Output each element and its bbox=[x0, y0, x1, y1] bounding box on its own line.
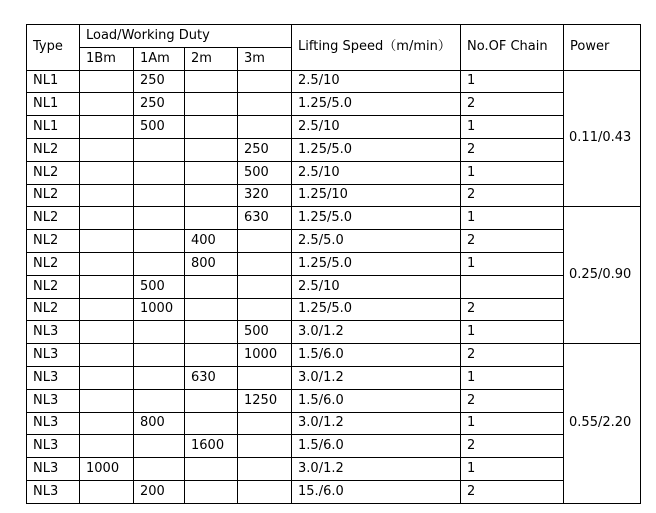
cell-type: NL2 bbox=[27, 298, 80, 321]
cell-duty-2m: 400 bbox=[185, 230, 238, 253]
cell-type: NL1 bbox=[27, 93, 80, 116]
cell-chain: 2 bbox=[461, 480, 564, 503]
cell-duty-2m bbox=[185, 93, 238, 116]
sub-header-2m: 2m bbox=[185, 47, 238, 70]
cell-chain: 1 bbox=[461, 458, 564, 481]
cell-speed: 1.5/6.0 bbox=[292, 344, 461, 367]
cell-speed: 3.0/1.2 bbox=[292, 412, 461, 435]
sub-header-1am: 1Am bbox=[134, 47, 185, 70]
cell-type: NL3 bbox=[27, 366, 80, 389]
cell-chain: 1 bbox=[461, 366, 564, 389]
cell-duty-3m bbox=[238, 366, 292, 389]
cell-chain: 2 bbox=[461, 344, 564, 367]
table-row bbox=[27, 480, 641, 503]
table-row bbox=[27, 207, 641, 230]
cell-duty-1am: 500 bbox=[134, 275, 185, 298]
cell-duty-3m bbox=[238, 412, 292, 435]
cell-duty-3m bbox=[238, 230, 292, 253]
cell-chain: 1 bbox=[461, 252, 564, 275]
cell-duty-1am bbox=[134, 366, 185, 389]
cell-duty-3m: 500 bbox=[238, 161, 292, 184]
cell-duty-1am bbox=[134, 435, 185, 458]
cell-duty-1bm bbox=[80, 275, 134, 298]
cell-chain: 2 bbox=[461, 138, 564, 161]
cell-duty-2m bbox=[185, 70, 238, 93]
cell-duty-1am: 500 bbox=[134, 116, 185, 139]
cell-duty-3m bbox=[238, 116, 292, 139]
cell-chain: 1 bbox=[461, 321, 564, 344]
cell-duty-2m: 1600 bbox=[185, 435, 238, 458]
cell-duty-2m bbox=[185, 458, 238, 481]
cell-type: NL2 bbox=[27, 275, 80, 298]
table-row bbox=[27, 116, 641, 139]
cell-duty-2m: 630 bbox=[185, 366, 238, 389]
cell-chain: 2 bbox=[461, 389, 564, 412]
cell-speed: 1.25/5.0 bbox=[292, 138, 461, 161]
cell-chain: 1 bbox=[461, 207, 564, 230]
table-row bbox=[27, 412, 641, 435]
cell-chain: 2 bbox=[461, 230, 564, 253]
header-power: Power bbox=[564, 25, 641, 71]
cell-speed: 15./6.0 bbox=[292, 480, 461, 503]
cell-power: 0.25/0.90 bbox=[564, 207, 641, 344]
cell-speed: 1.25/5.0 bbox=[292, 298, 461, 321]
cell-duty-1bm bbox=[80, 298, 134, 321]
cell-type: NL2 bbox=[27, 230, 80, 253]
cell-duty-1am bbox=[134, 184, 185, 207]
cell-duty-1bm bbox=[80, 116, 134, 139]
cell-speed: 3.0/1.2 bbox=[292, 366, 461, 389]
cell-type: NL3 bbox=[27, 412, 80, 435]
cell-duty-2m bbox=[185, 344, 238, 367]
header-row bbox=[27, 25, 641, 48]
cell-type: NL2 bbox=[27, 161, 80, 184]
cell-duty-2m bbox=[185, 116, 238, 139]
cell-speed: 1.25/10 bbox=[292, 184, 461, 207]
table-row bbox=[27, 70, 641, 93]
cell-duty-1bm bbox=[80, 435, 134, 458]
table-row bbox=[27, 275, 641, 298]
cell-duty-1bm bbox=[80, 70, 134, 93]
cell-duty-1am: 250 bbox=[134, 93, 185, 116]
header-speed: Lifting Speed（m/min） bbox=[292, 25, 461, 71]
cell-duty-1bm bbox=[80, 389, 134, 412]
cell-duty-1am bbox=[134, 458, 185, 481]
cell-duty-2m bbox=[185, 389, 238, 412]
cell-duty-2m bbox=[185, 321, 238, 344]
cell-duty-3m bbox=[238, 252, 292, 275]
cell-type: NL3 bbox=[27, 480, 80, 503]
cell-duty-1bm bbox=[80, 230, 134, 253]
cell-duty-1bm bbox=[80, 207, 134, 230]
cell-duty-3m bbox=[238, 70, 292, 93]
cell-speed: 1.5/6.0 bbox=[292, 435, 461, 458]
cell-chain: 1 bbox=[461, 70, 564, 93]
cell-duty-3m: 250 bbox=[238, 138, 292, 161]
cell-duty-1am: 250 bbox=[134, 70, 185, 93]
cell-duty-1bm bbox=[80, 480, 134, 503]
cell-duty-2m bbox=[185, 480, 238, 503]
cell-duty-1am bbox=[134, 161, 185, 184]
cell-duty-1am: 1000 bbox=[134, 298, 185, 321]
cell-speed: 2.5/10 bbox=[292, 275, 461, 298]
cell-duty-1bm bbox=[80, 321, 134, 344]
table-row bbox=[27, 298, 641, 321]
cell-duty-3m: 630 bbox=[238, 207, 292, 230]
cell-duty-3m bbox=[238, 275, 292, 298]
cell-power: 0.11/0.43 bbox=[564, 70, 641, 207]
cell-duty-3m: 320 bbox=[238, 184, 292, 207]
cell-type: NL2 bbox=[27, 252, 80, 275]
cell-duty-1am bbox=[134, 252, 185, 275]
cell-duty-2m bbox=[185, 207, 238, 230]
table-row bbox=[27, 230, 641, 253]
cell-duty-1am bbox=[134, 344, 185, 367]
cell-speed: 1.25/5.0 bbox=[292, 252, 461, 275]
cell-duty-3m: 500 bbox=[238, 321, 292, 344]
cell-duty-1bm bbox=[80, 161, 134, 184]
cell-chain: 2 bbox=[461, 298, 564, 321]
cell-duty-2m bbox=[185, 275, 238, 298]
table-row bbox=[27, 344, 641, 367]
header-chain: No.OF Chain bbox=[461, 25, 564, 71]
cell-chain: 1 bbox=[461, 412, 564, 435]
cell-speed: 2.5/5.0 bbox=[292, 230, 461, 253]
header-type: Type bbox=[27, 25, 80, 71]
cell-duty-1am bbox=[134, 230, 185, 253]
spec-table bbox=[26, 24, 641, 504]
cell-duty-1bm: 1000 bbox=[80, 458, 134, 481]
table-row bbox=[27, 252, 641, 275]
cell-type: NL1 bbox=[27, 116, 80, 139]
cell-speed: 2.5/10 bbox=[292, 116, 461, 139]
cell-type: NL3 bbox=[27, 435, 80, 458]
cell-duty-2m bbox=[185, 184, 238, 207]
cell-duty-1bm bbox=[80, 93, 134, 116]
cell-speed: 2.5/10 bbox=[292, 70, 461, 93]
cell-duty-2m bbox=[185, 298, 238, 321]
cell-duty-3m bbox=[238, 298, 292, 321]
cell-chain: 1 bbox=[461, 161, 564, 184]
cell-type: NL2 bbox=[27, 207, 80, 230]
cell-type: NL1 bbox=[27, 70, 80, 93]
cell-type: NL2 bbox=[27, 138, 80, 161]
table-row bbox=[27, 321, 641, 344]
cell-type: NL3 bbox=[27, 321, 80, 344]
cell-duty-1bm bbox=[80, 366, 134, 389]
cell-duty-3m bbox=[238, 93, 292, 116]
cell-duty-1am bbox=[134, 321, 185, 344]
cell-duty-1am: 800 bbox=[134, 412, 185, 435]
cell-chain: 2 bbox=[461, 184, 564, 207]
cell-type: NL2 bbox=[27, 184, 80, 207]
table-row bbox=[27, 435, 641, 458]
cell-chain: 1 bbox=[461, 116, 564, 139]
cell-duty-1bm bbox=[80, 184, 134, 207]
table-row bbox=[27, 366, 641, 389]
cell-duty-3m bbox=[238, 435, 292, 458]
cell-duty-3m bbox=[238, 458, 292, 481]
cell-duty-2m bbox=[185, 138, 238, 161]
cell-duty-1bm bbox=[80, 138, 134, 161]
cell-speed: 3.0/1.2 bbox=[292, 458, 461, 481]
cell-duty-3m: 1250 bbox=[238, 389, 292, 412]
sub-header-3m: 3m bbox=[238, 47, 292, 70]
cell-duty-2m bbox=[185, 161, 238, 184]
cell-duty-1am bbox=[134, 138, 185, 161]
cell-chain bbox=[461, 275, 564, 298]
cell-speed: 3.0/1.2 bbox=[292, 321, 461, 344]
cell-speed: 1.5/6.0 bbox=[292, 389, 461, 412]
cell-chain: 2 bbox=[461, 435, 564, 458]
table-row bbox=[27, 161, 641, 184]
cell-type: NL3 bbox=[27, 458, 80, 481]
cell-duty-2m bbox=[185, 412, 238, 435]
cell-speed: 1.25/5.0 bbox=[292, 207, 461, 230]
cell-type: NL3 bbox=[27, 344, 80, 367]
cell-duty-2m: 800 bbox=[185, 252, 238, 275]
cell-duty-1am bbox=[134, 389, 185, 412]
cell-power: 0.55/2.20 bbox=[564, 344, 641, 504]
cell-duty-3m: 1000 bbox=[238, 344, 292, 367]
table-row bbox=[27, 458, 641, 481]
table-row bbox=[27, 138, 641, 161]
cell-duty-1bm bbox=[80, 344, 134, 367]
cell-duty-1bm bbox=[80, 252, 134, 275]
cell-speed: 2.5/10 bbox=[292, 161, 461, 184]
sub-header-1bm: 1Bm bbox=[80, 47, 134, 70]
cell-duty-3m bbox=[238, 480, 292, 503]
cell-duty-1am: 200 bbox=[134, 480, 185, 503]
table-row bbox=[27, 184, 641, 207]
cell-type: NL3 bbox=[27, 389, 80, 412]
cell-speed: 1.25/5.0 bbox=[292, 93, 461, 116]
table-row bbox=[27, 93, 641, 116]
header-load: Load/Working Duty bbox=[80, 25, 292, 48]
table-row bbox=[27, 389, 641, 412]
cell-duty-1bm bbox=[80, 412, 134, 435]
cell-chain: 2 bbox=[461, 93, 564, 116]
cell-duty-1am bbox=[134, 207, 185, 230]
